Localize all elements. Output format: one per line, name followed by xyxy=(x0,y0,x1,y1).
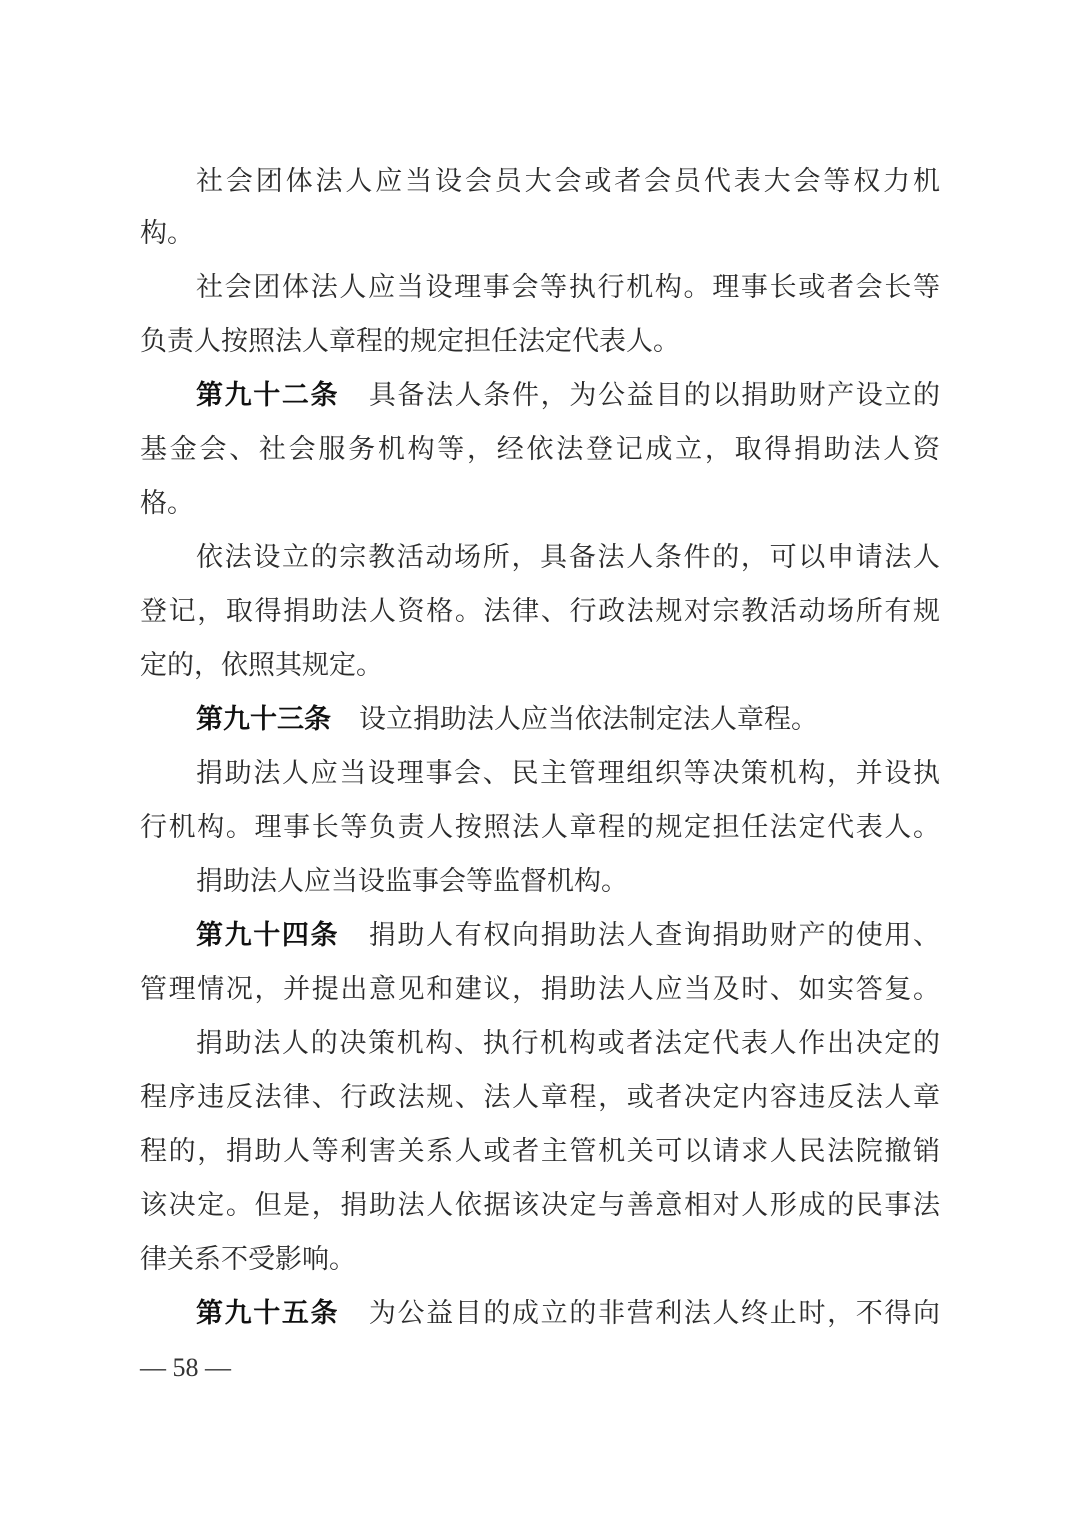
line-text: 捐助人有权向捐助法人查询捐助财产的使用、 xyxy=(367,920,941,951)
paragraph-line xyxy=(140,322,940,362)
paragraph-line xyxy=(140,1240,940,1280)
paragraph-line xyxy=(140,1078,940,1118)
paragraph-line xyxy=(140,970,940,1010)
line-text: 为公益目的成立的非营利法人终止时，不得向 xyxy=(367,1298,941,1329)
paragraph-line xyxy=(140,592,940,632)
line-text: 捐助法人的决策机构、执行机构或者法定代表人作出决定的 xyxy=(196,1028,940,1059)
paragraph-line xyxy=(140,646,940,686)
line-text: 登记，取得捐助法人资格。法律、行政法规对宗教活动场所有规 xyxy=(140,596,940,627)
article-line xyxy=(196,1294,940,1334)
paragraph-line xyxy=(196,268,940,308)
article-line xyxy=(196,916,940,956)
line-text: 捐助法人应当设监事会等监督机构。 xyxy=(196,866,628,897)
article-heading: 第九十四条 xyxy=(196,920,340,951)
page-number: — 58 — xyxy=(140,1353,231,1382)
line-text: 程序违反法律、行政法规、法人章程，或者决定内容违反法人章 xyxy=(140,1082,940,1113)
line-text: 依法设立的宗教活动场所，具备法人条件的，可以申请法人 xyxy=(196,542,940,573)
paragraph-line xyxy=(196,1024,940,1064)
paragraph-line xyxy=(140,808,940,848)
line-text: 社会团体法人应当设会员大会或者会员代表大会等权力机 xyxy=(196,166,940,197)
line-text: 律关系不受影响。 xyxy=(140,1244,356,1275)
line-text: 格。 xyxy=(140,488,194,519)
line-text: 具备法人条件，为公益目的以捐助财产设立的 xyxy=(367,380,941,411)
line-text: 负责人按照法人章程的规定担任法定代表人。 xyxy=(140,326,680,357)
paragraph-line xyxy=(196,538,940,578)
line-text: 管理情况，并提出意见和建议，捐助法人应当及时、如实答复。 xyxy=(140,974,940,1005)
line-text: 构。 xyxy=(140,218,194,249)
article-line xyxy=(196,376,940,416)
line-text: 捐助法人应当设理事会、民主管理组织等决策机构，并设执 xyxy=(196,758,940,789)
line-text: 基金会、社会服务机构等，经依法登记成立，取得捐助法人资 xyxy=(140,434,940,465)
paragraph-line xyxy=(196,162,940,202)
line-text: 行机构。理事长等负责人按照法人章程的规定担任法定代表人。 xyxy=(140,812,940,843)
paragraph-line xyxy=(196,754,940,794)
article-heading: 第九十二条 xyxy=(196,380,340,411)
paragraph-line xyxy=(140,1186,940,1226)
line-text: 社会团体法人应当设理事会等执行机构。理事长或者会长等 xyxy=(196,272,940,303)
paragraph-line xyxy=(140,484,940,524)
article-heading: 第九十三条 xyxy=(196,704,331,735)
paragraph-line xyxy=(196,862,940,902)
paragraph-line xyxy=(140,1132,940,1172)
line-text: 该决定。但是，捐助法人依据该决定与善意相对人形成的民事法 xyxy=(140,1190,940,1221)
paragraph-line xyxy=(140,214,940,254)
article-heading: 第九十五条 xyxy=(196,1298,340,1329)
line-text: 定的，依照其规定。 xyxy=(140,650,383,681)
article-line xyxy=(196,700,940,740)
line-text: 程的，捐助人等利害关系人或者主管机关可以请求人民法院撤销 xyxy=(140,1136,940,1167)
line-text: 设立捐助法人应当依法制定法人章程。 xyxy=(359,704,818,735)
paragraph-line xyxy=(140,430,940,470)
